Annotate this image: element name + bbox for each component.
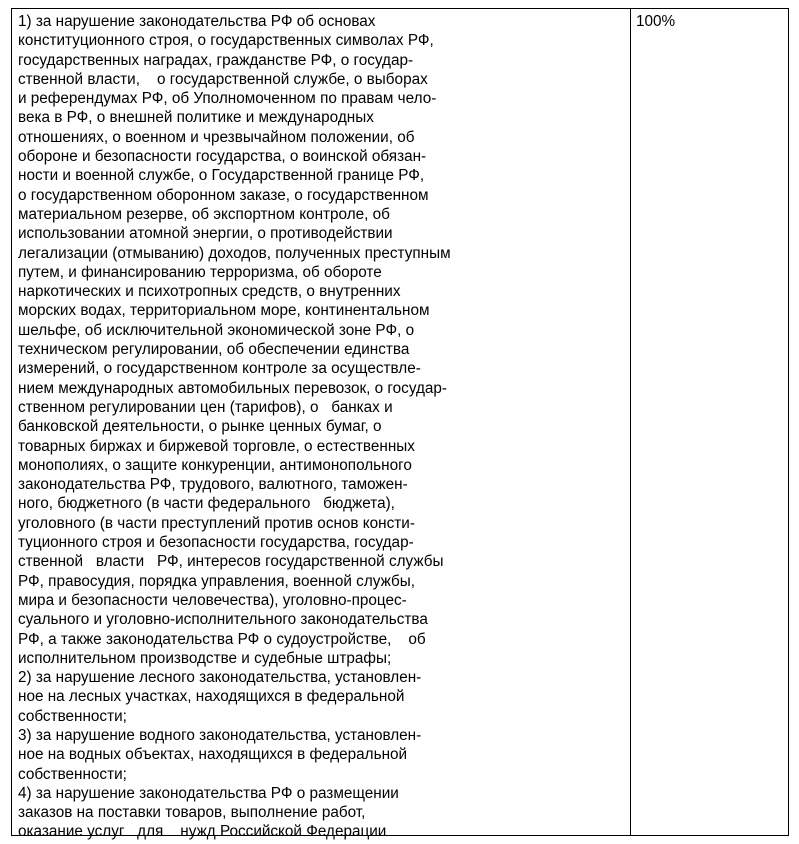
description-line: монополиях, о защите конкуренции, антимонопольного	[18, 456, 412, 474]
description-line: собственности;	[18, 707, 127, 725]
description-line: 1) за нарушение законодательства РФ об основах	[18, 13, 376, 30]
description-line: ное на водных объектах, находящихся в федеральной	[18, 746, 408, 764]
description-line: века в РФ, о внешней политике и международных	[18, 109, 374, 127]
description-cell	[12, 9, 631, 841]
description-line: материальном резерве, об экспортном контроле, об	[18, 205, 390, 223]
description-line: исполнительном производстве и судебные штрафы;	[18, 649, 392, 667]
description-line: легализации (отмыванию) доходов, полученных преступным	[18, 244, 451, 262]
rate-value: 100%	[636, 13, 676, 30]
description-line: 3) за нарушение водного законодательства, установлен-	[18, 726, 422, 744]
rate-cell	[631, 9, 788, 835]
description-line: конституционного строя, о государственных символах РФ,	[18, 32, 434, 50]
description-line: собственности;	[18, 765, 127, 783]
description-line: банковской деятельности, о рынке ценных бумаг, о	[18, 418, 382, 436]
description-line: РФ, а также законодательства РФ о судоустройстве, об	[18, 630, 426, 648]
description-line: суального и уголовно-исполнительного законодательства	[18, 611, 428, 629]
description-line: техническом регулировании, об обеспечении единства	[18, 341, 410, 359]
description-line: 2) за нарушение лесного законодательства, установлен-	[18, 669, 422, 687]
description-line: путем, и финансированию терроризма, об обороте	[18, 263, 382, 281]
description-line: ного, бюджетного (в части федерального бюджета),	[18, 495, 395, 513]
description-line: нием международных автомобильных перевозок, о государ-	[18, 379, 447, 397]
description-line: ности и военной службе, о Государственной границе РФ,	[18, 167, 425, 185]
norms-table	[11, 8, 789, 841]
description-line: использовании атомной энергии, о противодействии	[18, 225, 393, 243]
description-line: заказов на поставки товаров, выполнение работ,	[18, 804, 366, 822]
description-line: товарных биржах и биржевой торговле, о естественных	[18, 437, 415, 455]
description-line: шельфе, об исключительной экономической зоне РФ, о	[18, 321, 415, 339]
description-line: туционного строя и безопасности государства, государ-	[18, 534, 414, 552]
description-line: морских водах, территориальном море, континентальном	[18, 302, 430, 320]
description-line: ственном регулировании цен (тарифов), о банках и	[18, 398, 393, 416]
description-line: и референдумах РФ, об Уполномоченном по правам чело-	[18, 90, 437, 108]
description-line: ственной власти, о государственной службе, о выборах	[18, 70, 428, 88]
description-line: обороне и безопасности государства, о воинской обязан-	[18, 148, 427, 166]
description-line: уголовного (в части преступлений против основ консти-	[18, 514, 415, 532]
description-line: 4) за нарушение законодательства РФ о размещении	[18, 784, 399, 802]
description-line: мира и безопасности человечества), уголовно-процес-	[18, 591, 407, 609]
description-line: отношениях, о военном и чрезвычайном положении, об	[18, 128, 415, 146]
description-line: измерений, о государственном контроле за осуществле-	[18, 360, 421, 378]
description-line: законодательства РФ, трудового, валютного, таможен-	[18, 476, 408, 494]
description-line: наркотических и психотропных средств, о внутренних	[18, 283, 401, 301]
description-line: РФ, правосудия, порядка управления, военной службы,	[18, 572, 415, 590]
description-line: оказание услуг для нужд Российской Федерации	[18, 823, 387, 841]
description-line: о государственном оборонном заказе, о государственном	[18, 186, 429, 204]
description-line: государственных наградах, гражданстве РФ, о государ-	[18, 51, 414, 69]
description-line: ное на лесных участках, находящихся в федеральной	[18, 688, 405, 706]
description-line: ственной власти РФ, интересов государственной службы	[18, 553, 444, 571]
